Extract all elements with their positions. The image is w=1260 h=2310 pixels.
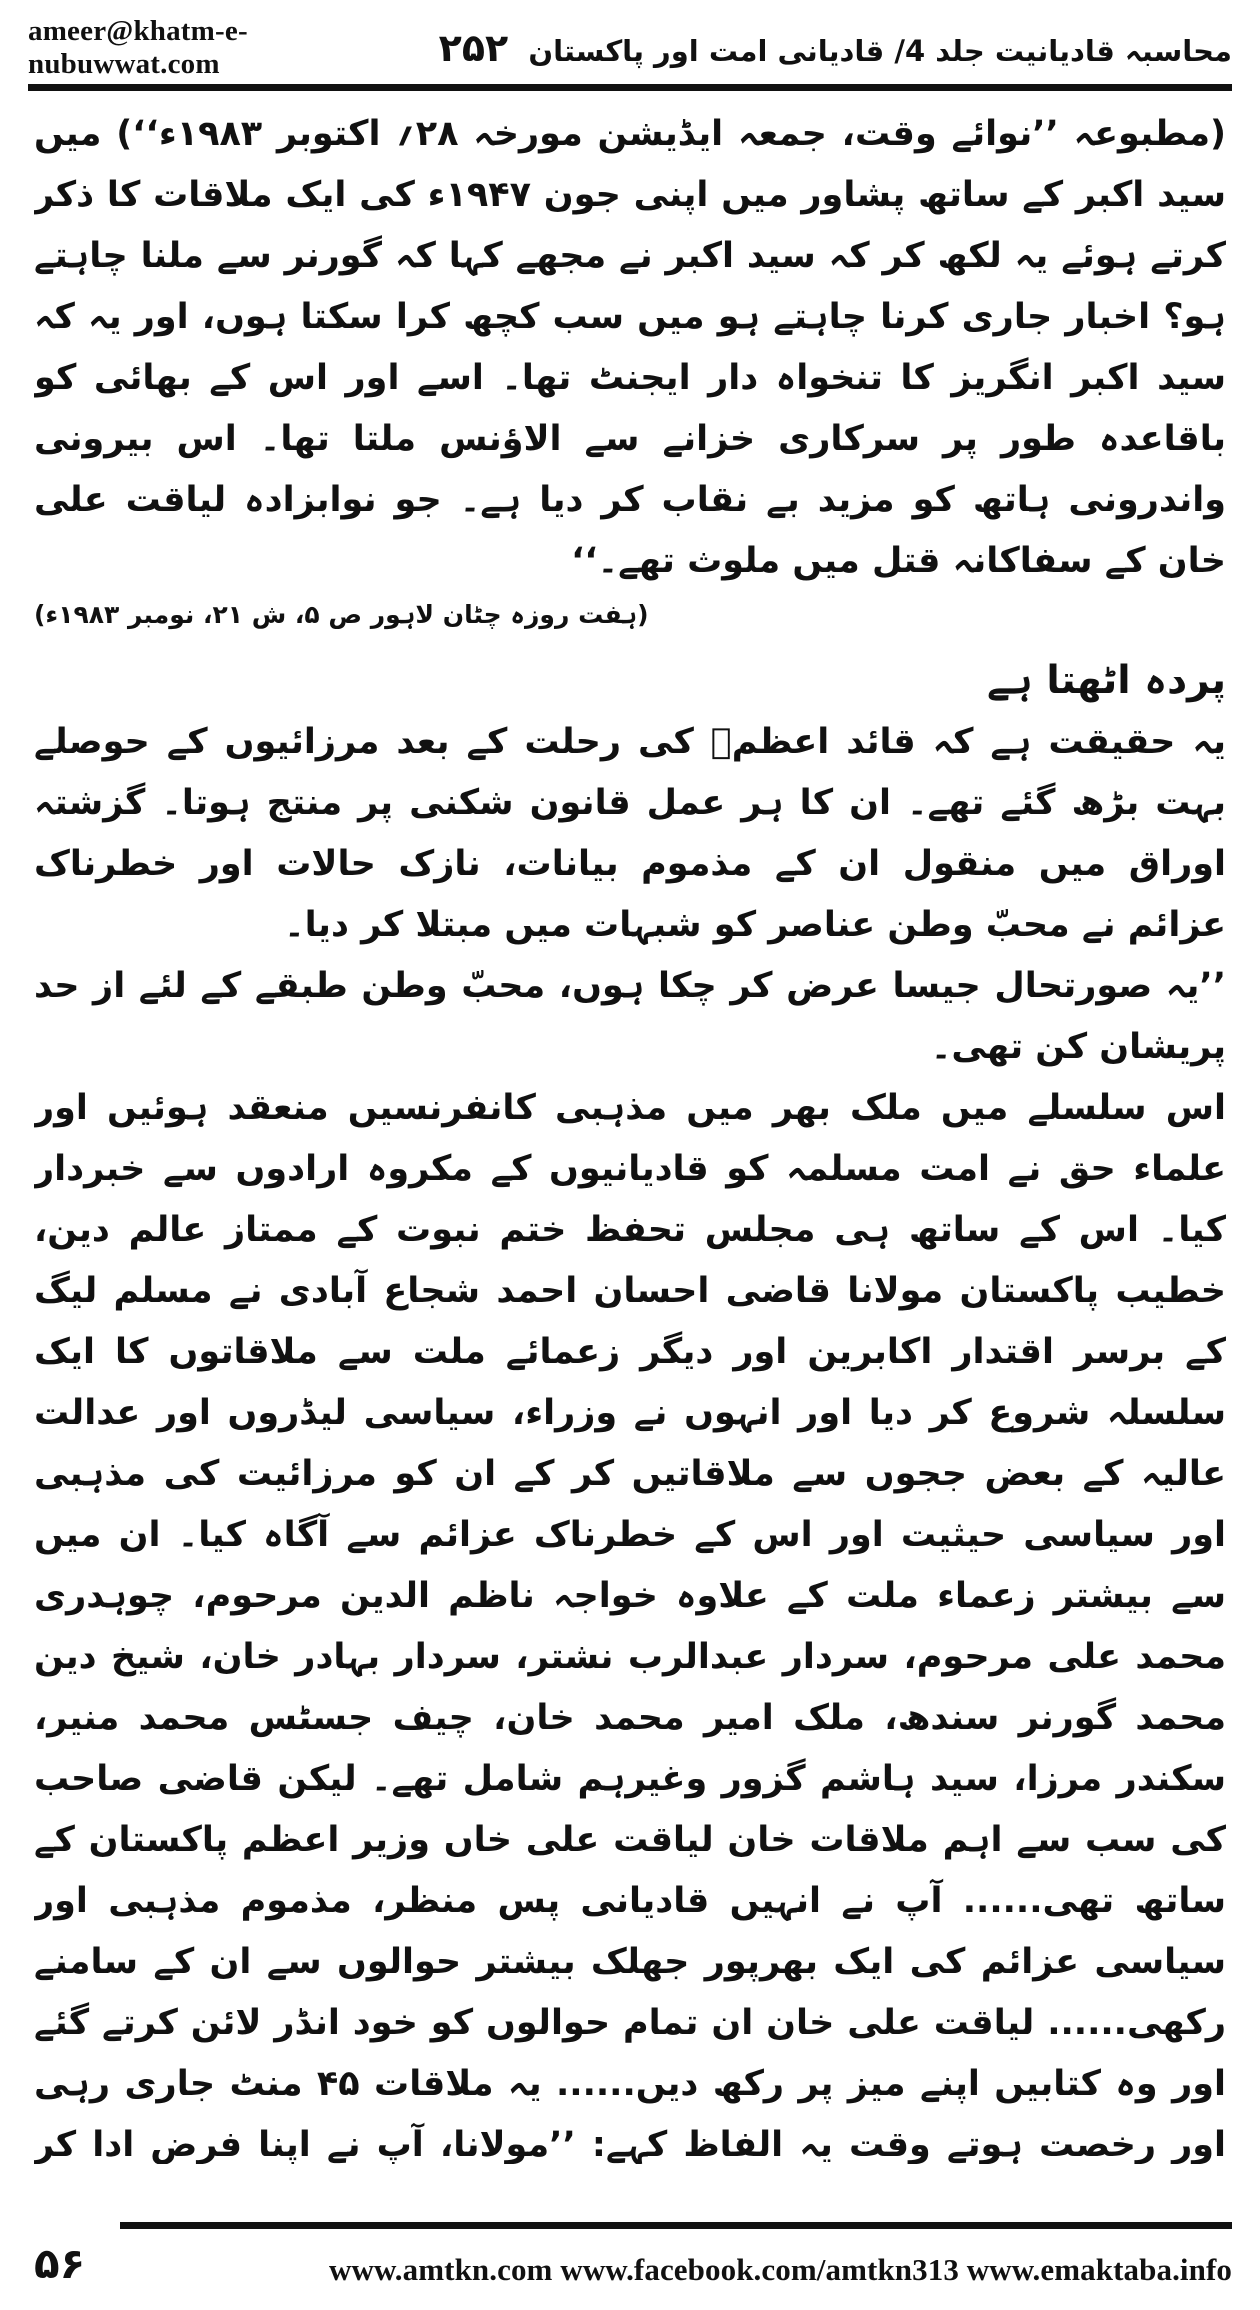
body-paragraph-1: یہ حقیقت ہے کہ قائد اعظمؒ کی رحلت کے بعد مرزائیوں کے حوصلے بہت بڑھ گئے تھے۔ ان کا ہر عمل قانون شکنی پر منتج ہوتا۔ گزشتہ اوراق میں منقول ان کے مذموم بیانات، نازک حالات اور خطرناک عزائم نے محبّ وطن عناصر کو شبہات میں مبتلا کر دیا۔ [34,722,1226,945]
page-header [28,15,1232,80]
body-paragraph-2: ’’یہ صورتحال جیسا عرض کر چکا ہوں، محبّ وطن طبقے کے لئے از حد پریشان کن تھی۔ [34,966,1226,1067]
header-rule [28,84,1232,91]
footer-links[interactable]: www.amtkn.com www.facebook.com/amtkn313 www.emaktaba.info [329,2252,1232,2287]
page-content [34,104,1226,2164]
citation: (ہفت روزہ چٹان لاہور ص ۵، ش ۲۱، نومبر ۱۹۸۳ء) [34,600,649,629]
page-footer [28,2230,1232,2288]
footer-rule [120,2222,1232,2229]
header-email[interactable]: ameer@khatm-e-nubuwwat.com [28,15,248,80]
body-paragraph-3: اس سلسلے میں ملک بھر میں مذہبی کانفرنسیں منعقد ہوئیں اور علماء حق نے امت مسلمہ کو قادیانیوں کے مکروہ ارادوں سے خبردار کیا۔ اس کے ساتھ ہی مجلس تحفظ ختم نبوت کے ممتاز عالم دین، خطیب پاکستان مولانا قاضی احسان احمد شجاع آبادی نے مسلم لیگ کے برسر اقتدار اکابرین اور دیگر زعمائے ملت سے ملاقاتوں کا ایک سلسلہ شروع کر دیا اور انہوں نے وزراء، سیاسی لیڈروں اور عدالت عالیہ کے بعض ججوں سے ملاقاتیں کر کے ان کو مرزائیت کی مذہبی اور سیاسی حیثیت اور اس کے خطرناک عزائم سے آگاہ کیا۔ ان میں سے بیشتر زعماء ملت کے علاوہ خواجہ ناظم الدین مرحوم، چوہدری محمد علی مرحوم، سردار عبدالرب نشتر، سردار بہادر خان، شیخ دین محمد گورنر سندھ، ملک امیر محمد خان، چیف جسٹس محمد منیر، سکندر مرزا، سید ہاشم گزور وغیرہم شامل تھے۔ لیکن قاضی صاحب کی سب سے اہم ملاقات خان لیاقت علی خاں وزیر اعظم پاکستان کے ساتھ تھی...... آپ نے انہیں قادیانی پس منظر، مذموم مذہبی اور سیاسی عزائم کی ایک بھرپور جھلک بیشتر حوالوں سے ان کے سامنے رکھی...... لیاقت علی خان ان تمام حوالوں کو خود انڈر لائن کرتے گئے اور وہ کتابیں اپنے میز پر رکھ دیں...... یہ ملاقات ۴۵ منٹ جاری رہی اور رخصت ہوتے وقت یہ الفاظ کہے: ’’مولانا، آپ نے اپنا فرض ادا کر [34,1088,1226,2164]
header-page-number: ۲۵۲ [438,26,509,70]
section-heading: پردہ اٹھتا ہے [987,658,1226,703]
header-title: محاسبہ قادیانیت جلد 4/ قادیانی امت اور پاکستان [528,34,1232,68]
opening-paragraph: (مطبوعہ ’’نوائے وقت، جمعہ ایڈیشن مورخہ ۲۸؍ اکتوبر ۱۹۸۳ء‘‘) میں سید اکبر کے ساتھ پشاور میں اپنی جون ۱۹۴۷ء کی ایک ملاقات کا ذکر کرتے ہوئے یہ لکھ کر کہ سید اکبر نے مجھے کہا کہ گورنر سے ملنا چاہتے ہو؟ اخبار جاری کرنا چاہتے ہو میں سب کچھ کرا سکتا ہوں، اور یہ کہ سید اکبر انگریز کا تنخواہ دار ایجنٹ تھا۔ اسے اور اس کے بھائی کو باقاعدہ طور پر سرکاری خزانے سے الاؤنس ملتا تھا۔ اس بیرونی واندرونی ہاتھ کو مزید بے نقاب کر دیا ہے۔ جو نوابزادہ لیاقت علی خان کے سفاکانہ قتل میں ملوث تھے۔‘‘ [34,114,1226,581]
header-title-block [429,26,1232,70]
footer-page-number: ۵۶ [34,2239,86,2288]
